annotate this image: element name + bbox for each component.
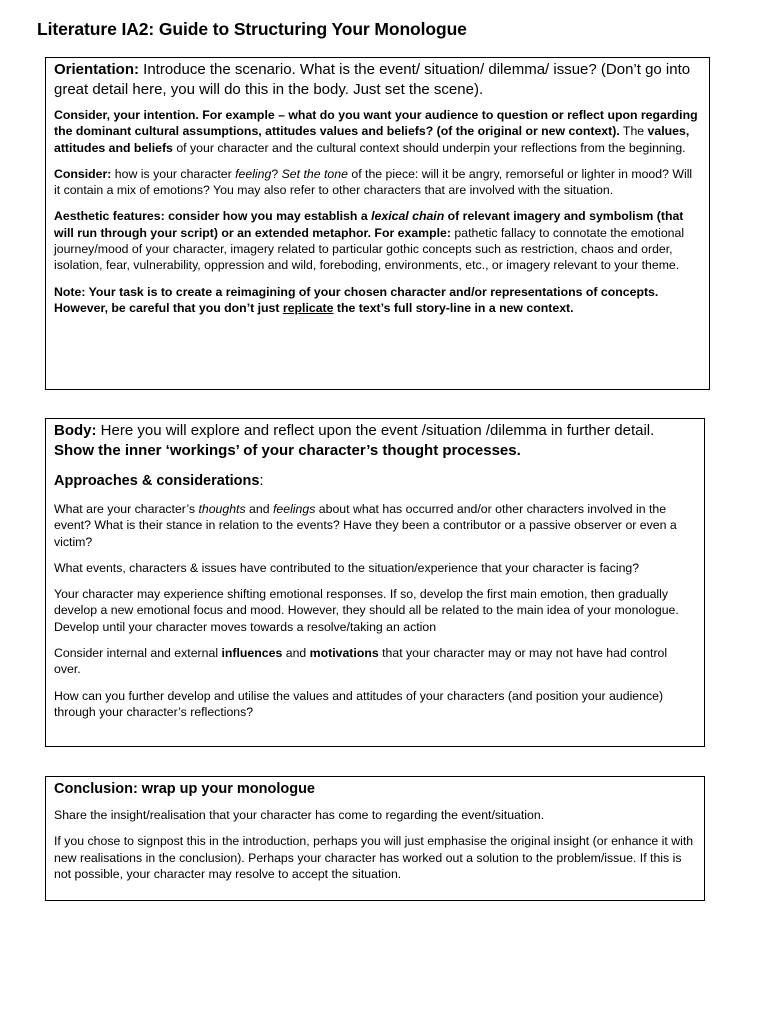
body-paragraph-emotions: Your character may experience shifting emotional responses. If so, develop the first main emotion, then gradually develop a new emotional focus and mood. However, they should all be related to the main idea of your monologue. Develop until your character moves towards a resolve/taking an action — [54, 587, 679, 634]
conclusion-paragraph-insight: Share the insight/realisation that your character has come to regarding the event/situation. — [54, 808, 545, 822]
body-paragraph-values: How can you further develop and utilise the values and attitudes of your characters (and position your audience) through your character’s reflections? — [54, 688, 664, 719]
orientation-note: Note: Your task is to create a reimagining of your chosen character and/or representations of concepts. However, be careful that you don’t just replicate the text’s full story-line in a new context. — [54, 284, 659, 315]
body-heading: Body: — [54, 422, 97, 439]
orientation-section — [45, 57, 710, 390]
orientation-intro: Orientation: Introduce the scenario. What is the event/ situation/ dilemma/ issue? (Don’t go into great detail here, you will do this in the body. Just set the scene). — [54, 61, 691, 98]
orientation-heading: Orientation: — [54, 61, 139, 78]
body-section — [45, 418, 705, 747]
page-title: Literature IA2: Guide to Structuring Your Monologue — [37, 19, 467, 39]
orientation-aesthetic: Aesthetic features: consider how you may establish a lexical chain of relevant imagery and symbolism (that will run through your script) or an extended metaphor. For example: pathetic fallacy to connotate the emotional journey/mood of your character, imagery related to particular gothic concepts such as restriction, chaos and order, isolation, fear, vulnerability, oppression and wild, foreboding, environments, etc., or imagery relevant to your theme. — [54, 209, 685, 273]
approaches-heading: Approaches & considerations: — [54, 473, 264, 489]
conclusion-paragraph-signpost: If you chose to signpost this in the introduction, perhaps you will just emphasise the original insight (or enhance it with new realisations in the conclusion). Perhaps your character has worked out a solution to the problem/issue. If this is not possible, your character may resolve to accept the situation. — [54, 834, 694, 881]
conclusion-section — [45, 776, 705, 901]
body-paragraph-events: What events, characters & issues have contributed to the situation/experience that your character is facing? — [54, 560, 640, 575]
orientation-intention: Consider, your intention. For example – what do you want your audience to question or reflect upon regarding the dominant cultural assumptions, attitudes values and beliefs? (of the original or new context). The values, attitudes and beliefs of your character and the cultural context should underpin your reflections from the beginning. — [54, 108, 698, 155]
body-paragraph-thoughts: What are your character’s thoughts and feelings about what has occurred and/or other characters involved in the event? What is their stance in relation to the events? Have they been a contributor or a passive observer or even a victim? — [54, 502, 677, 549]
body-intro: Body: Here you will explore and reflect upon the event /situation /dilemma in further detail. Show the inner ‘workings’ of your character’s thought processes. — [54, 422, 655, 459]
body-paragraph-influences: Consider internal and external influences and motivations that your character may or may not have had control over. — [54, 646, 668, 677]
conclusion-heading: Conclusion: wrap up your monologue — [54, 781, 315, 797]
orientation-consider: Consider: how is your character feeling? Set the tone of the piece: will it be angry, remorseful or lighter in mood? Will it contain a mix of emotions? You may also refer to other characters that are involved with the situation. — [54, 166, 693, 198]
